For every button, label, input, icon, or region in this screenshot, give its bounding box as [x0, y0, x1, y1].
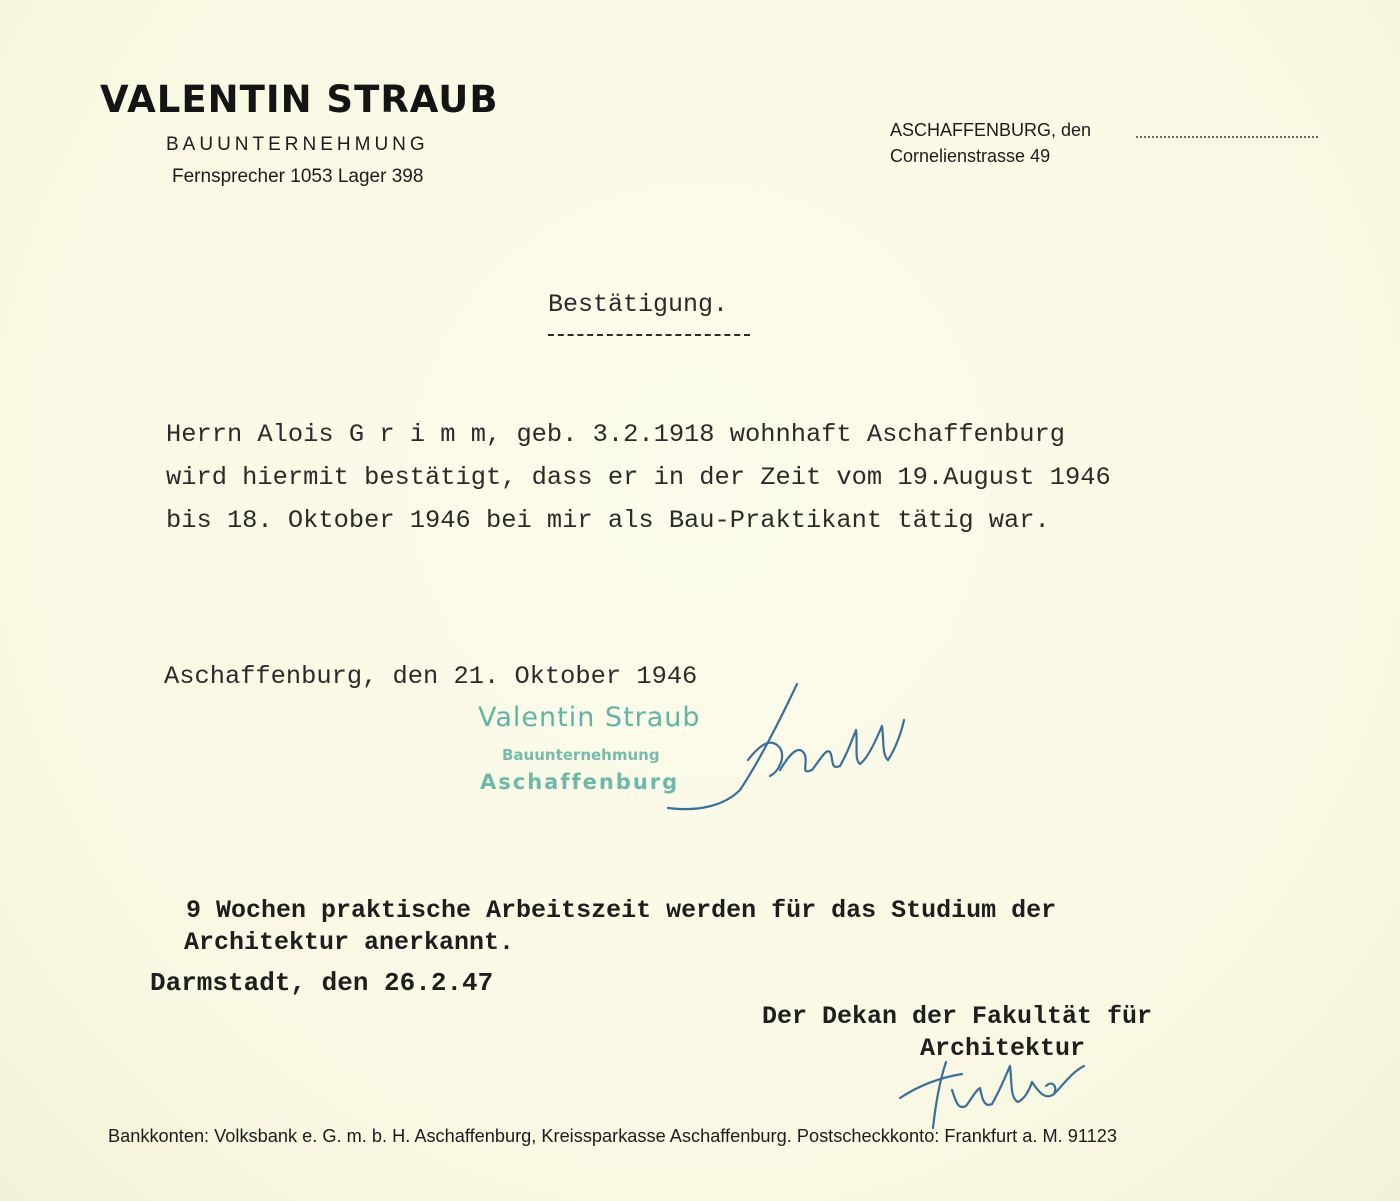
approval-line-2: Architektur anerkannt.	[184, 928, 515, 957]
stamp-company: Valentin Straub	[478, 702, 701, 733]
company-name: VALENTIN STRAUB	[100, 78, 499, 121]
body-line-3: bis 18. Oktober 1946 bei mir als Bau-Praktikant tätig war.	[166, 506, 1050, 535]
letter-heading: Bestätigung.	[548, 290, 729, 319]
dean-title-line-1: Der Dekan der Fakultät für	[762, 1002, 1153, 1031]
stamp-town: Aschaffenburg	[480, 770, 680, 794]
stamp-business: Bauunternehmung	[502, 746, 660, 764]
dean-title-line-2: Architektur	[920, 1034, 1086, 1063]
city-line: ASCHAFFENBURG, den	[890, 120, 1092, 140]
approval-line-1: 9 Wochen praktische Arbeitszeit werden für das Studium der	[186, 896, 1057, 925]
bank-footer: Bankkonten: Volksbank e. G. m. b. H. Aschaffenburg, Kreissparkasse Aschaffenburg. Postscheckkonto: Frankfurt a. M. 91123	[108, 1126, 1117, 1146]
company-signature	[668, 684, 904, 809]
dean-signature	[900, 1062, 1084, 1128]
approval-place-date: Darmstadt, den 26.2.47	[150, 968, 494, 998]
company-business: BAUUNTERNEHMUNG	[166, 134, 429, 155]
street-address: Cornelienstrasse 49	[890, 146, 1051, 166]
letter-place-date: Aschaffenburg, den 21. Oktober 1946	[164, 662, 698, 691]
phone-line: Fernsprecher 1053 Lager 398	[172, 166, 424, 187]
body-line-2: wird hiermit bestätigt, dass er in der Zeit vom 19.August 1946	[166, 463, 1111, 492]
body-line-1: Herrn Alois G r i m m, geb. 3.2.1918 wohnhaft Aschaffenburg	[166, 420, 1065, 449]
